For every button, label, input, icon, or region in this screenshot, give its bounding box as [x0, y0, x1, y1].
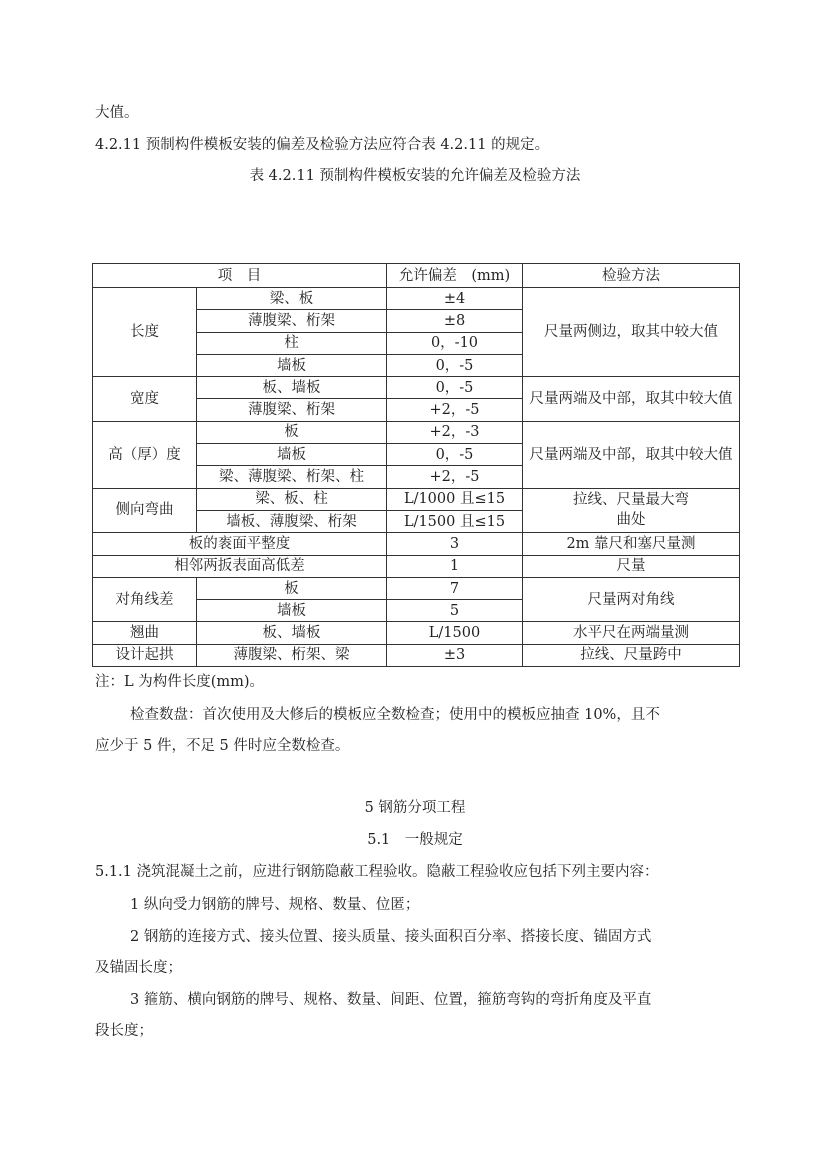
method-cell: 尺量两侧边，取其中较大值: [523, 288, 740, 377]
cell: 墙板: [197, 600, 387, 622]
cell: 0，-5: [387, 354, 523, 376]
cell: 薄腹梁、桁架: [197, 310, 387, 332]
table-header-row: [93, 264, 740, 288]
list-item: 2 钢筋的连接方式、接头位置、接头质量、接头面积百分率、搭接长度、锚固方式: [130, 929, 652, 945]
section-heading: 5.1 一般规定: [367, 832, 463, 848]
method-cell: 水平尺在两端量测: [523, 622, 740, 644]
group-label: 设计起拱: [93, 644, 197, 666]
method-cell: 尺量两端及中部，取其中较大值: [523, 377, 740, 422]
cell: 柱: [197, 332, 387, 354]
table-row: [93, 488, 740, 510]
method-cell: 拉线、尺量最大弯曲处: [523, 488, 740, 533]
text-line: 及锚固长度；: [95, 960, 182, 976]
tolerance-table: [92, 263, 740, 667]
group-label: 板的袠面平整度: [93, 533, 387, 555]
clause-4-2-11: 4.2.11 预制构件模板安装的偏差及检验方法应符合表 4.2.11 的规定。: [95, 137, 550, 153]
cell: 梁、板、柱: [197, 488, 387, 510]
group-label: 长度: [93, 288, 197, 377]
method-cell: 尺量: [523, 555, 740, 577]
cell: 板: [197, 577, 387, 599]
table-row: [93, 644, 740, 666]
table-note: 注：L 为构件长度(mm)。: [95, 674, 265, 690]
cell: 墙板、薄腹梁、桁架: [197, 510, 387, 532]
cell: 7: [387, 577, 523, 599]
cell: 墙板: [197, 444, 387, 466]
method-cell: 尺量两端及中部，取其中较大值: [523, 421, 740, 488]
table-row: [93, 622, 740, 644]
cell: 梁、薄腹梁、桁架、柱: [197, 466, 387, 488]
table-row: [93, 555, 740, 577]
table-row: [93, 421, 740, 443]
text-line: 检查数盘：首次使用及大修后的模板应全数检查；使用中的模板应抽查 10%，且不: [130, 707, 660, 723]
cell: ±4: [387, 288, 523, 310]
list-item: 3 箍筋、横向钢筋的牌号、规格、数量、间距、位置，箍筋弯钩的弯折角度及平直: [130, 992, 652, 1008]
cell: 5: [387, 600, 523, 622]
method-cell: 尺量两对角线: [523, 577, 740, 622]
cell: L/1500: [387, 622, 523, 644]
cell: L/1500 且≤15: [387, 510, 523, 532]
table-row: [93, 377, 740, 399]
group-label: 宽度: [93, 377, 197, 422]
table-row: [93, 533, 740, 555]
group-label: 侧向弯曲: [93, 488, 197, 533]
cell: 墙板: [197, 354, 387, 376]
cell: 板、墙板: [197, 377, 387, 399]
group-label: 翘曲: [93, 622, 197, 644]
cell: 0，-10: [387, 332, 523, 354]
method-cell: 2m 靠尺和塞尺量测: [523, 533, 740, 555]
method-cell: 拉线、尺量跨中: [523, 644, 740, 666]
chapter-heading: 5 钢筋分项工程: [364, 800, 466, 816]
cell: 薄腹梁、桁架: [197, 399, 387, 421]
cell: 0，-5: [387, 444, 523, 466]
clause-5-1-1: 5.1.1 浇筑混凝土之前，应进行钢筋隐蔽工程验收。隐蔽工程验收应包括下列主要内容：: [95, 864, 659, 880]
cell: +2，-3: [387, 421, 523, 443]
text-line: 段长度；: [95, 1023, 153, 1039]
table-row: [93, 577, 740, 599]
cell: 板: [197, 421, 387, 443]
cell: ±8: [387, 310, 523, 332]
cell: 薄腹梁、桁架、梁: [197, 644, 387, 666]
cell: +2，-5: [387, 466, 523, 488]
text-line: 应少于 5 件，不足 5 件时应全数检查。: [95, 738, 350, 754]
cell: 3: [387, 533, 523, 555]
cell: 梁、板: [197, 288, 387, 310]
header-cell: 允许偏差 (mm): [387, 264, 523, 288]
cell: 1: [387, 555, 523, 577]
group-label: 高（厚）度: [93, 421, 197, 488]
cell: ±3: [387, 644, 523, 666]
group-label: 对角线差: [93, 577, 197, 622]
cell: 板、墙板: [197, 622, 387, 644]
text-line: 大值。: [95, 105, 139, 121]
cell: L/1000 且≤15: [387, 488, 523, 510]
group-label: 相邻两扳表面高低差: [93, 555, 387, 577]
header-cell: 项 目: [93, 264, 387, 288]
header-cell: 检验方法: [523, 264, 740, 288]
list-item: 1 纵向受力钢筋的牌号、规格、数量、位匿；: [130, 897, 420, 913]
table-caption: 表 4.2.11 预制构件模板安装的允许偏差及检验方法: [249, 168, 581, 184]
table-row: [93, 288, 740, 310]
cell: 0，-5: [387, 377, 523, 399]
cell: +2，-5: [387, 399, 523, 421]
